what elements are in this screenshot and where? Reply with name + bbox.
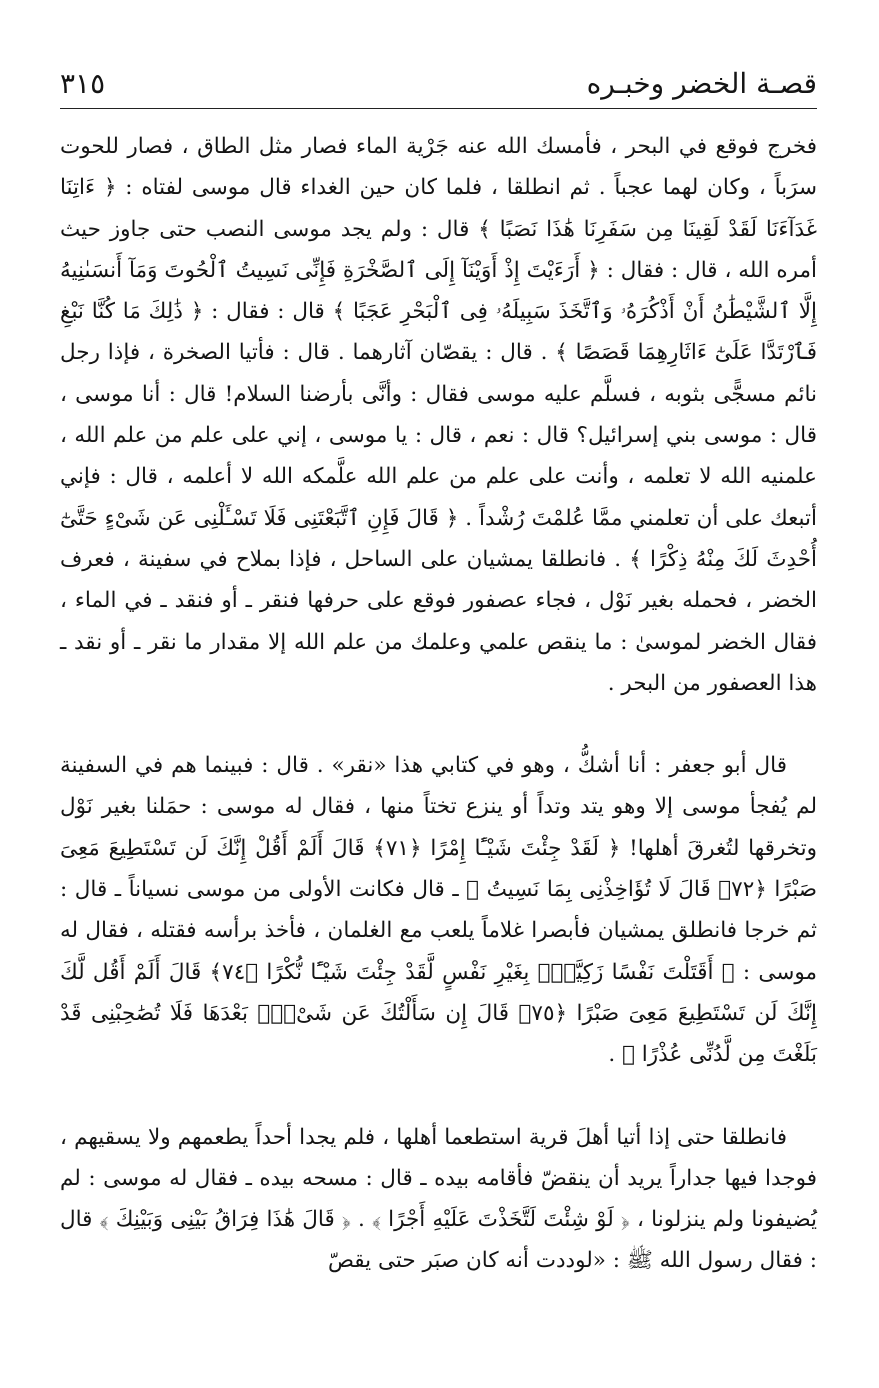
paragraph-3: فانطلقا حتى إذا أتيا أهلَ قرية استطعما أهلها ، فلم يجدا أحداً يطعمهم ولا يسقيهم ، فوجدا فيها جداراً يريد أن ينقضّ فأقامه بيده ـ قال : مسحه بيده ـ فقال له موسى : لم يُضيفونا ولم ينزلونا ، ﴿ لَوْ شِئْتَ لَتَّخَذْتَ عَلَيْهِ أَجْرًا ﴾ . ﴿ قَالَ هَٰذَا فِرَاقُ بَيْنِى وَبَيْنِكَ ﴾ قال : فقال رسول الله ﷺ : «لوددت أنه كان صبَر حتى يقصّ xyxy=(60,1124,817,1274)
page-header xyxy=(60,60,817,109)
paragraph-2: قال أبو جعفر : أنا أشكُّ ، وهو في كتابي هذا «نقر» . قال : فبينما هم في السفينة لم يُفجأ موسى إلا وهو يتد وتداً أو ينزع تختاً منها ، فقال له موسى : حمَلنا بغير نَوْل وتخرقها لتُغرقَ أهلها! ﴿ لَقَدْ جِئْتَ شَيْـًٔا إِمْرًا ﴿٧١﴾ قَالَ أَلَمْ أَقُلْ إِنَّكَ لَن تَسْتَطِيعَ مَعِىَ صَبْرًا ﴿٧٢﴾ قَالَ لَا تُؤَاخِذْنِى بِمَا نَسِيتُ ﴾ ـ قال فكانت الأولى من موسى نسياناً ـ قال : ثم خرجا فانطلق يمشيان فأبصرا غلاماً يلعب مع الغلمان ، فأخذ برأسه فقتله ، فقال له موسى : ﴿ أَقَتَلْتَ نَفْسًا زَكِيَّةًۢ بِغَيْرِ نَفْسٍ لَّقَدْ جِئْتَ شَيْـًٔا نُّكْرًا ﴿٧٤﴾ قَالَ أَلَمْ أَقُل لَّكَ إِنَّكَ لَن تَسْتَطِيعَ مَعِىَ صَبْرًا ﴿٧٥﴾ قَالَ إِن سَأَلْتُكَ عَن شَىْءٍۭ بَعْدَهَا فَلَا تُصَٰحِبْنِى قَدْ بَلَغْتَ مِن لَّدُنِّى عُذْرًا ﴾ . xyxy=(60,753,817,1068)
running-title: قصـة الخضر وخبـره xyxy=(586,67,817,100)
page-number: ٣١٥ xyxy=(60,67,106,100)
paragraph-gap xyxy=(60,704,817,745)
page-body xyxy=(60,126,817,1282)
paragraph-1: فخرج فوقع في البحر ، فأمسك الله عنه جَرْية الماء فصار مثل الطاق ، فصار للحوت سرَباً ، وكان لهما عجباً . ثم انطلقا ، فلما كان حين الغداء قال موسى لفتاه : ﴿ ءَاتِنَا غَدَآءَنَا لَقَدْ لَقِينَا مِن سَفَرِنَا هَٰذَا نَصَبًا ﴾ قال : ولم يجد موسى النصب حتى جاوز حيث أمره الله ، قال : فقال : ﴿ أَرَءَيْتَ إِذْ أَوَيْنَآ إِلَى ٱلصَّخْرَةِ فَإِنِّى نَسِيتُ ٱلْحُوتَ وَمَآ أَنسَىٰنِيهُ إِلَّا ٱلشَّيْطَٰنُ أَنْ أَذْكُرَهُۥ وَٱتَّخَذَ سَبِيلَهُۥ فِى ٱلْبَحْرِ عَجَبًا ﴾ قال : فقال : ﴿ ذَٰلِكَ مَا كُنَّا نَبْغِ فَٱرْتَدَّا عَلَىٰٓ ءَاثَارِهِمَا قَصَصًا ﴾ . قال : يقصّان آثارهما . قال : فأتيا الصخرة ، فإذا رجل نائم مسجًّى بثوبه ، فسلَّم عليه موسى فقال : وأنَّى بأرضنا السلام! قال : أنا موسى ، قال : موسى بني إسرائيل؟ قال : نعم ، قال : يا موسى ، إني على علم من علم الله ، علمنيه الله لا تعلمه ، وأنت على علم من علم الله علَّمكه الله لا أعلمه ، قال : فإني أتبعك على أن تعلمني ممَّا عُلمْتَ رُشْداً . ﴿ قَالَ فَإِنِ ٱتَّبَعْتَنِى فَلَا تَسْـَٔلْنِى عَن شَىْءٍ حَتَّىٰٓ أُحْدِثَ لَكَ مِنْهُ ذِكْرًا ﴾ . فانطلقا يمشيان على الساحل ، فإذا بملاح في سفينة ، فعرف الخضر ، فحمله بغير نَوْل ، فجاء عصفور فوقع على حرفها فنقر ـ أو فنقد ـ في الماء ، فقال الخضر لموسىٰ : ما ينقص علمي وعلمك من علم الله إلا مقدار ما نقر ـ أو نقد ـ هذا العصفور من البحر . xyxy=(60,134,817,696)
paragraph-gap xyxy=(60,1076,817,1117)
